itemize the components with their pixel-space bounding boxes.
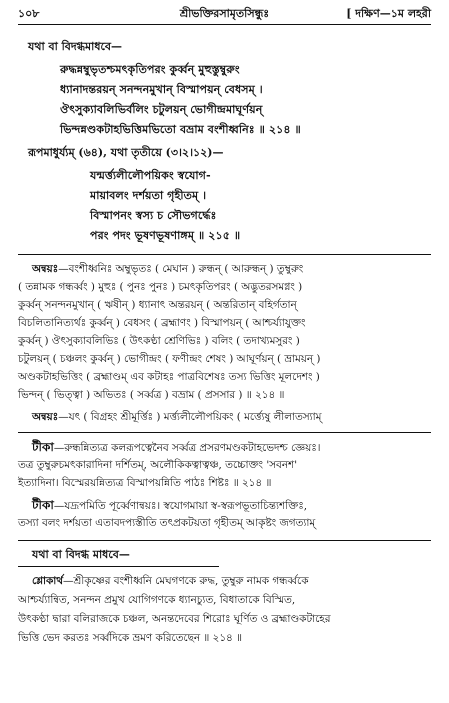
verse1-line-3: ঔৎসুক্যাবলিভির্বলিং চটুলয়ন্ ভোগীন্দ্রমাঘূর্ণয়ন্ <box>60 102 263 116</box>
verse1-intro: যথা বা বিদগ্ধমাধবে— <box>28 40 123 53</box>
section-rule-3 <box>18 540 431 541</box>
anvaya1-line-5: কুর্ব্বন্ ) ঔৎসুক্যাবলিভিঃ ( উৎকণ্ঠা শ্রেণিভিঃ ) বলিং ( তদাখ্যমসুরং ) <box>18 335 300 347</box>
shlokartha-line-3: উৎকণ্ঠা দ্বারা বলিরাজকে চঞ্চল, অনন্তদেবের শিরোঃ ঘূর্ণিত ও ব্রহ্মাণ্ডকটাহের <box>18 613 331 625</box>
verse1-line-1: রুদ্ধন্নম্বুভৃতশ্চমৎকৃতিপরং কুর্ব্বন্ মুহুস্তুম্বুরুং <box>60 62 240 76</box>
verse2-line-1: যন্মর্ত্ত্যলীলৌপয়িকং স্বযোগ- <box>90 168 211 182</box>
anvaya1-line-8: ভিন্দন্ ( ভিত্ত্বা ) অভিতঃ ( সর্ব্বত্র ) বভ্রাম ( প্রসসার ) ॥ ২১৪ ॥ <box>18 389 285 401</box>
header-rule <box>18 24 431 25</box>
section-label: [ দক্ষিণ—১ম লহরী <box>346 7 431 20</box>
anvaya1-line-1: অন্বয়ঃ—বংশীধ্বনিঃ অম্বুভৃতঃ ( মেঘান ) রুন্ধন্ ( আরুন্ধন্ ) তুম্বুরুং <box>32 263 304 275</box>
section-rule-1 <box>18 254 431 255</box>
tika1-line-1: টীকা—রুন্ধন্নিত্যত্র কলরূপত্বেনৈব সর্ব্বত্র প্রসরণমণ্ডকটাহভেদশ্চ জ্ঞেয়ঃ। <box>32 440 321 454</box>
tika2-line-1: টীকা—যদ্রূপমিতি পূর্ব্বেণান্বয়ঃ। স্বযোগমায়া স্ব-স্বরূপভূতাচিন্ত্যশক্তিঃ, <box>32 498 308 512</box>
page-header <box>18 6 431 22</box>
verse1-line-2: ধ্যানাদন্তরয়ন্ সনন্দনমুখান্ বিস্মাপয়ন্ বেধসম্ । <box>60 82 263 96</box>
shlokartha-line-2: আশ্চর্য্যান্বিত, সনন্দন প্রমুখ যোগিগণকে ধ্যানচ্যুত, বিধাতাকে বিস্মিত, <box>18 594 296 606</box>
tika1-line-2: তত্র তুম্বুরুচমৎকারাদিনা দর্শিতম্, অলৌকিকত্বাত্বঞ্চ, তচ্চোক্তং 'সবনশ' <box>18 459 298 471</box>
verse2-line-4: পরং পদং ভূষণভূষণাঙ্গম্ ॥ ২১৫ ॥ <box>90 228 241 242</box>
anvaya1-line-7: অণ্ডকটাহভিত্তিং ( ব্রহ্মাণ্ডম্ এব কটাহঃ পাত্রবিশেষঃ তস্য ভিত্তিং মূলদেশং ) <box>18 371 320 383</box>
anvaya1-line-6: চটুলয়ন্ ( চঞ্চলং কুর্ব্বন্ ) ভোগীন্দ্রং ( ফণীন্দ্রং শেষং ) আঘূর্ণয়ন্ ( ভ্রাময়ন্ ) <box>18 353 321 365</box>
section-rule-2 <box>18 432 431 433</box>
bottom-intro: যথা বা বিদগ্ধ মাধবে— <box>32 548 130 561</box>
verse2-intro: রূপমাধুর্য্যম্ (৬৪), যথা তৃতীয়ে (৩।২।১২)— <box>28 146 224 159</box>
tika1-line-3: ইত্যাদিনা। বিস্মেরয়ন্নিত্যত্র বিস্মাপয়ন্নিতি পাঠঃ শিষ্টঃ ॥ ২১৪ ॥ <box>18 477 272 489</box>
anvaya1-line-2: ( তন্নামক গন্ধর্ব্বং ) মুহুঃ ( পুনঃ পুনঃ ) চমৎকৃতিপরং ( অদ্ভুতরসমগ্নং ) <box>18 281 303 293</box>
anvaya1-line-4: বিচলিতানিত্যর্থঃ কুর্ব্বন্ ) বেধসং ( ব্রহ্মাণং ) বিস্মাপয়ন্ ( আশ্চর্য্যাযুক্তং <box>18 317 306 329</box>
tika1-label: টীকা <box>32 440 54 454</box>
book-title: শ্রীভক্তিরসামৃতসিন্ধুঃ <box>179 7 270 20</box>
tika2-line-2: তস্যা বলং দর্শয়তা এতাবদপ্যস্তীতি তৎপ্রকটয়তা গৃহীতম্ আকৃষ্টং জগত্যাম্ <box>18 517 316 529</box>
anvaya2-label: অন্বয়ঃ <box>32 411 59 423</box>
tika2-label: টীকা <box>32 498 54 512</box>
verse1-line-4: ভিন্দন্নণ্ডকটাহভিত্তিমভিতো বভ্রাম বংশীধ্বনিঃ ॥ ২১৪ ॥ <box>60 122 301 136</box>
anvaya2-line: অন্বয়ঃ—যৎ ( বিগ্রহং শ্রীমূর্ত্তিঃ ) মর্ত্ত্যলীলৌপয়িকং ( মর্ত্ত্যেষু লীলাতস্যাম্ <box>32 411 322 423</box>
verse2-line-3: বিস্মাপনং স্বস্য চ সৌভগর্দ্ধেঃ <box>90 208 217 222</box>
shlokartha-line-4: ভিত্তি ভেদ করতঃ সর্ব্বদিকে ভ্রমণ করিতেছেন ॥ ২১৪ ॥ <box>18 632 242 644</box>
shlokartha-label: শ্লোকার্থ <box>32 575 64 587</box>
anvaya1-line-3: কুর্ব্বন্ সনন্দনমুখান্ ( ঋষীন্ ) ধ্যানাৎ অন্তরয়ন্ ( অন্তরিতান্ বহির্গতান্ <box>18 299 297 311</box>
page-number: ১০৮ <box>18 7 40 20</box>
verse2-line-2: মায়াবলং দর্শয়তা গৃহীতম্ । <box>90 188 207 202</box>
shlokartha-line-1: শ্লোকার্থ—শ্রীকৃষ্ণের বংশীধ্বনি মেঘগণকে রুদ্ধ, তুম্বুরু নামক গন্ধর্ব্বকে <box>32 575 309 587</box>
anvaya1-label: অন্বয়ঃ <box>32 263 59 275</box>
bottom-intro-rule <box>18 566 219 567</box>
